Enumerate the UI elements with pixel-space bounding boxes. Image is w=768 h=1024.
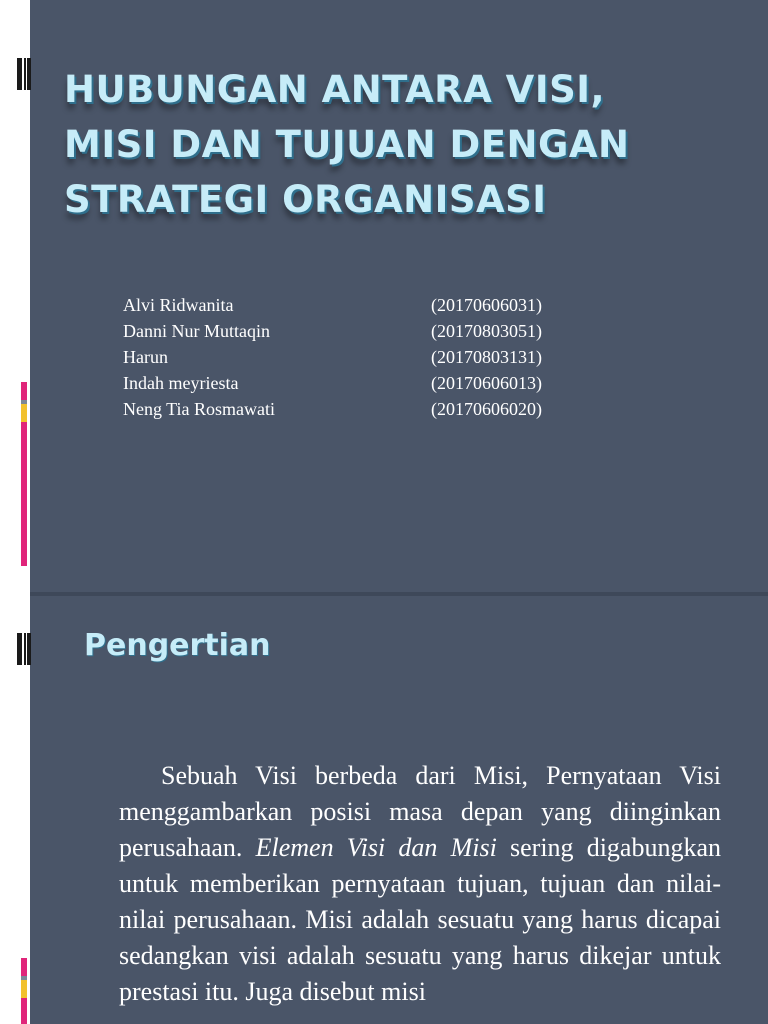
accent-bar-yellow [21,980,27,998]
author-list [123,292,583,422]
author-id: (20170606013) [431,373,542,393]
accent-bar-pink [21,422,27,566]
paragraph-text: sering digabungkan untuk memberikan pernyataan tujuan, tujuan dan nilai-nilai perusahaan. Misi adalah sesuatu yang harus dicapai sedangkan visi adalah sesuatu yang harus dikejar untuk prestasi itu. Juga disebut misi [119,833,722,1006]
author-id: (20170606020) [431,399,542,419]
slide-marker-icon [17,58,31,90]
author-name: Harun [123,347,168,367]
author-row [123,318,583,344]
author-row [123,344,583,370]
author-id: (20170803131) [431,347,542,367]
accent-bar-pink [21,998,27,1024]
author-row [123,370,583,396]
author-name: Indah meyriesta [123,373,239,393]
author-name: Neng Tia Rosmawati [123,399,276,419]
accent-bar-yellow [21,404,27,422]
section-heading: Pengertian [84,628,271,663]
author-row [123,292,583,318]
slide-marker-icon [17,633,31,665]
author-name: Alvi Ridwanita [123,295,234,315]
accent-bar-pink [21,382,27,400]
author-id: (20170803051) [431,321,542,341]
author-name: Danni Nur Muttaqin [123,321,270,341]
author-row [123,396,583,422]
paragraph-text: Sebuah Visi berbeda dari Misi, Pernyataan Visi menggambarkan posisi masa depan yang diinginkan perusahaan. [119,761,721,862]
author-id: (20170606031) [431,295,542,315]
paragraph-italic-text: Elemen Visi dan Misi [255,833,497,862]
slide-divider [30,592,768,596]
accent-bar-pink [21,958,27,976]
slide-title: HUBUNGAN ANTARA VISI, MISI DAN TUJUAN DENGAN STRATEGI ORGANISASI [64,68,630,221]
definition-paragraph [119,758,721,1010]
